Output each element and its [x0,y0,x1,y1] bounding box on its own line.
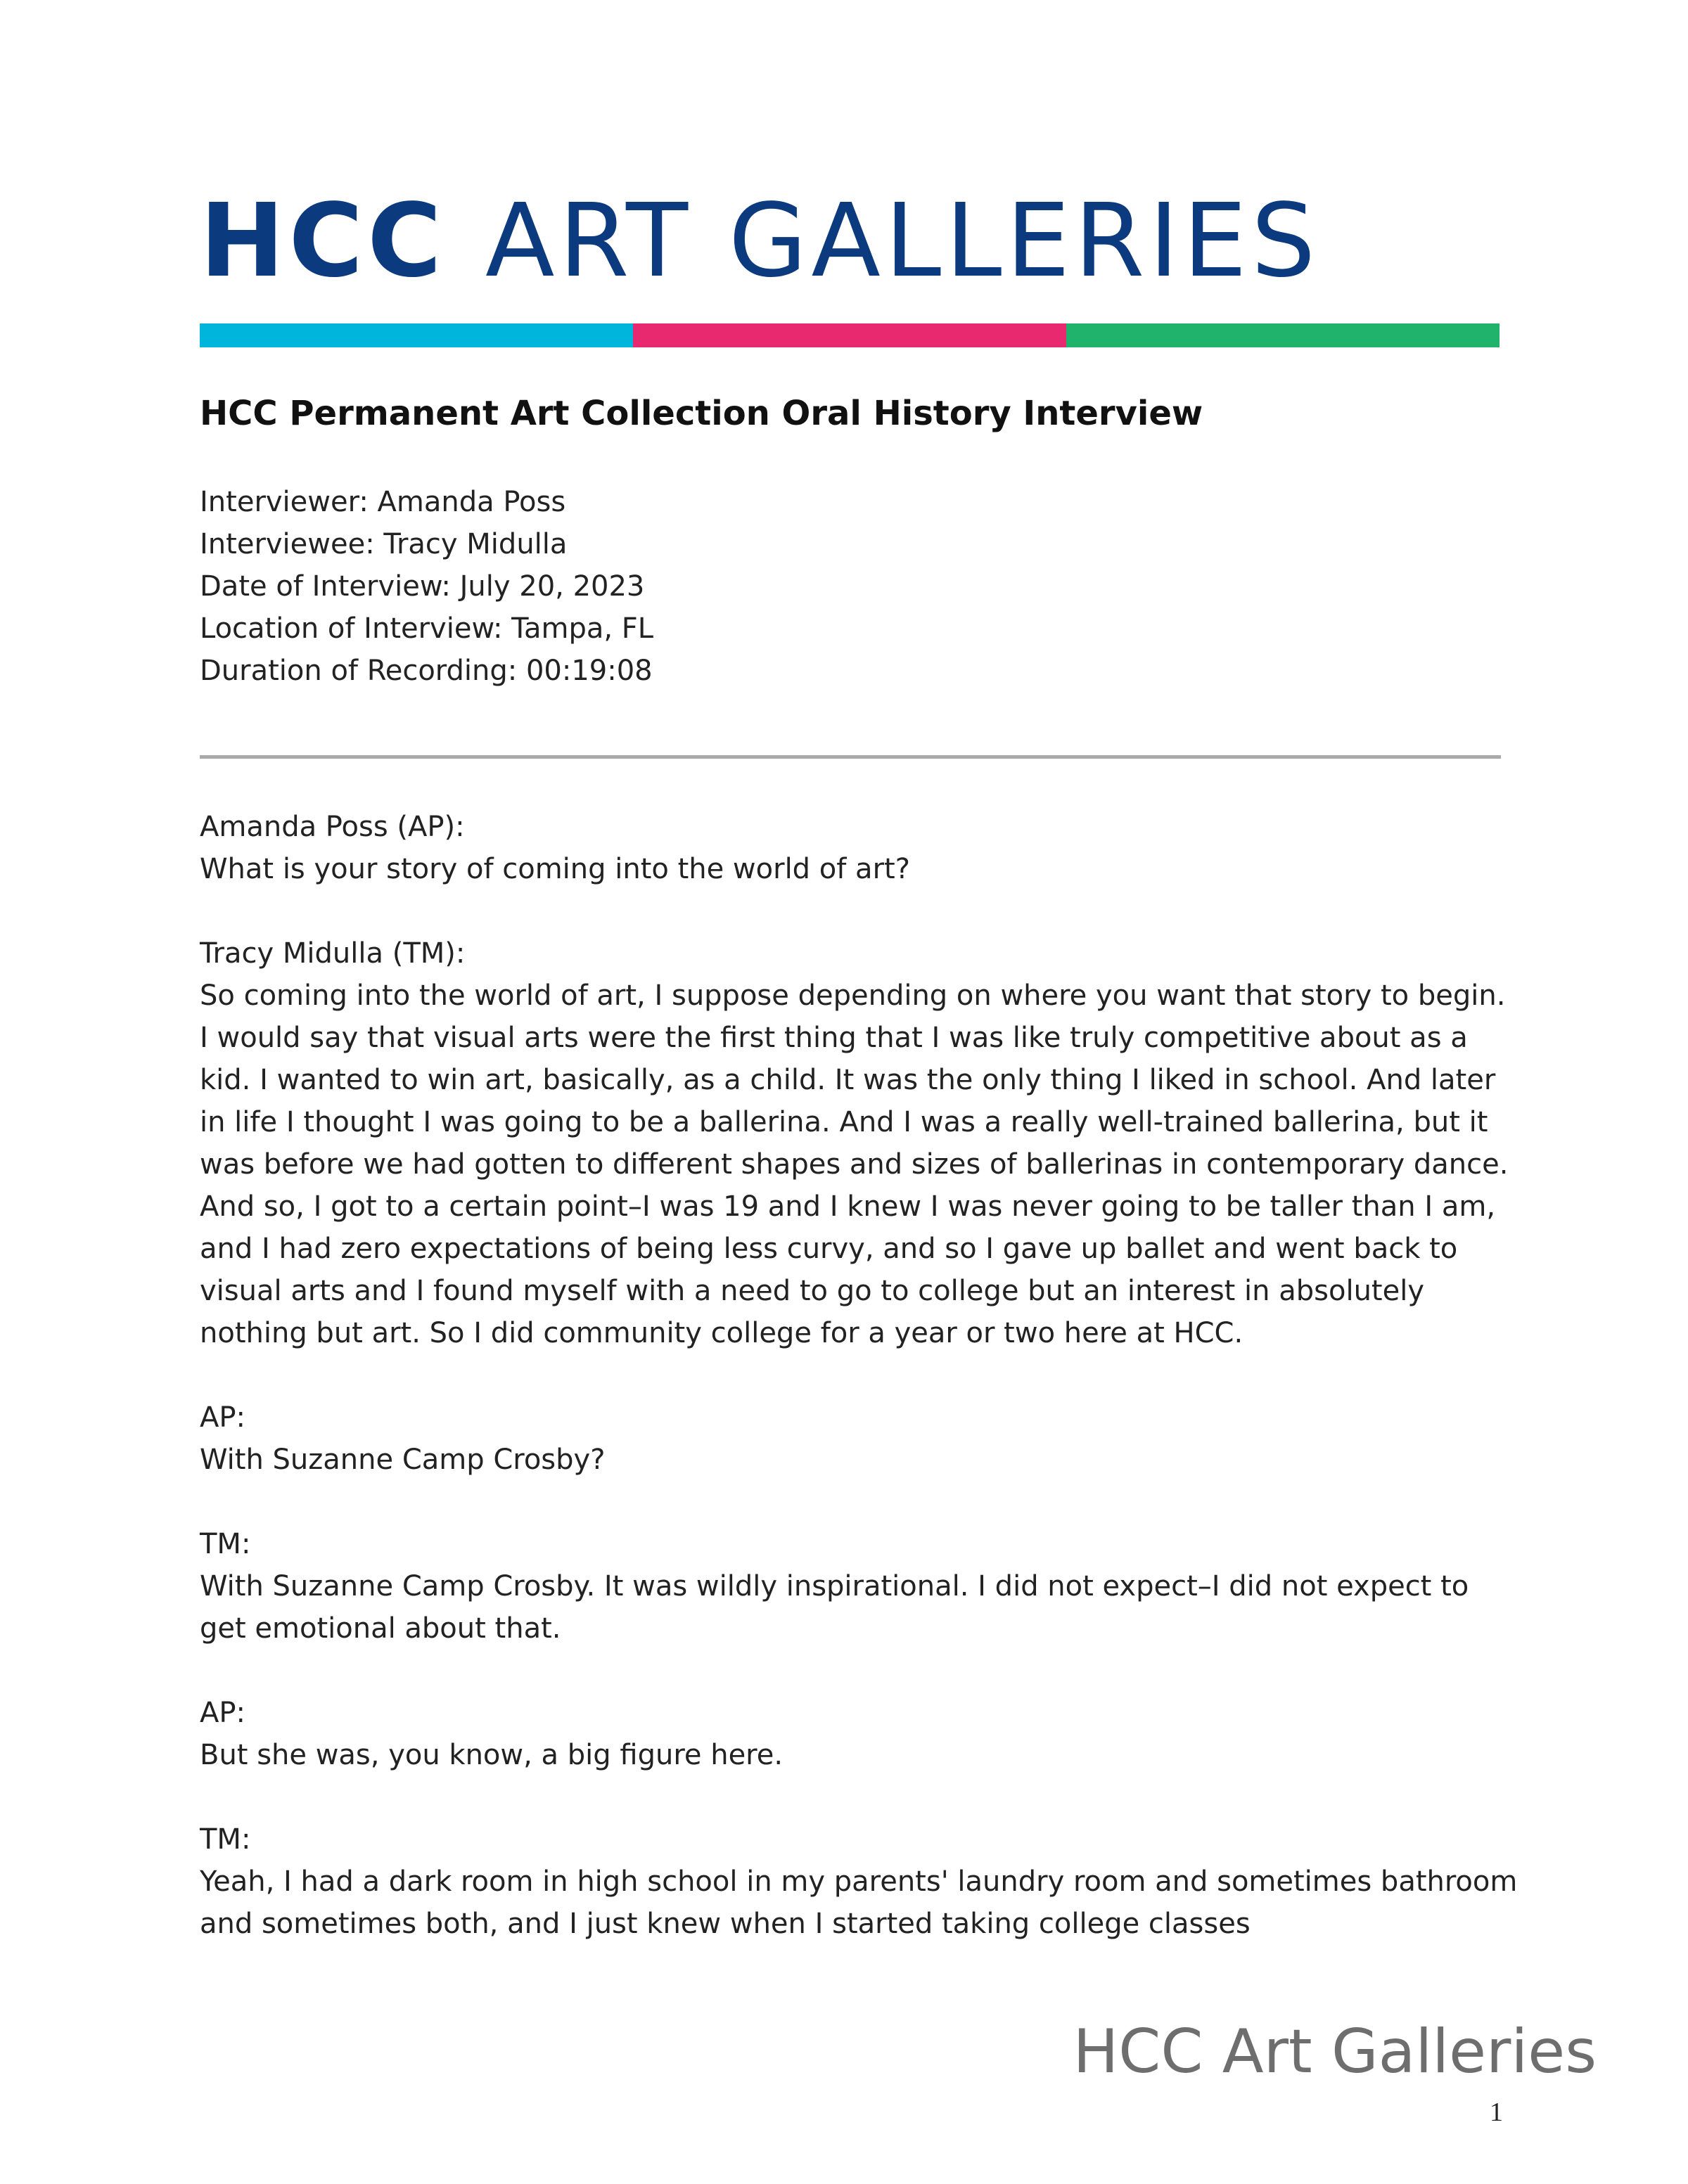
transcript-turn [200,1692,1522,1776]
meta-location: Location of Interview: Tampa, FL [200,612,654,645]
brand-bar-magenta [633,323,1066,347]
interview-metadata [200,481,653,692]
brand-bar-green [1066,323,1500,347]
hcc-art-galleries-logo [200,181,1320,300]
meta-interviewee: Interviewee: Tracy Midulla [200,528,568,560]
turn-text: Yeah, I had a dark room in high school in my parents' laundry room and sometimes bathroom and sometimes both, and I just knew when I started taking college classes [200,1865,1518,1940]
meta-interviewer: Interviewer: Amanda Poss [200,486,566,518]
transcript-turn [200,1396,1522,1481]
transcript [200,806,1522,1987]
transcript-turn [200,1818,1522,1945]
turn-text: With Suzanne Camp Crosby. It was wildly inspirational. I did not expect–I did not expect to get emotional about that. [200,1570,1469,1645]
page-number: 1 [1490,2098,1503,2127]
section-divider [200,755,1501,759]
logo-light-text: ART GALLERIES [485,181,1320,300]
meta-duration: Duration of Recording: 00:19:08 [200,655,653,687]
footer-brand: HCC Art Galleries [1073,2017,1597,2087]
meta-date: Date of Interview: July 20, 2023 [200,570,645,603]
speaker-label: AP: [200,1401,245,1434]
document-title: HCC Permanent Art Collection Oral History Interview [200,394,1203,433]
turn-text: So coming into the world of art, I suppose depending on where you want that story to begin. I would say that visual arts were the first thing that I was like truly competitive about as a kid. I wanted to win art, basically, as a child. It was the only thing I liked in school. And later in life I thought I was going to be a ballerina. And I was a really well-trained ballerina, but it was before we had gotten to different shapes and sizes of ballerinas in contemporary dance. And so, I got to a certain point–I was 19 and I knew I was never going to be taller than I am, and I had zero expectations of being less curvy, and so I gave up ballet and went back to visual arts and I found myself with a need to go to college but an interest in absolutely nothing but art. So I did community college for a year or two here at HCC. [200,979,1509,1349]
transcript-turn [200,1523,1522,1650]
turn-text: But she was, you know, a big figure here. [200,1739,784,1771]
speaker-label: Tracy Midulla (TM): [200,937,466,970]
turn-text: What is your story of coming into the world of art? [200,853,910,885]
speaker-label: TM: [200,1528,251,1560]
speaker-label: TM: [200,1823,251,1856]
speaker-label: AP: [200,1697,245,1729]
turn-text: With Suzanne Camp Crosby? [200,1444,606,1476]
transcript-turn [200,932,1522,1354]
brand-bar-cyan [200,323,633,347]
logo-bold-text: HCC [200,181,446,300]
speaker-label: Amanda Poss (AP): [200,811,465,843]
transcript-turn [200,806,1522,890]
